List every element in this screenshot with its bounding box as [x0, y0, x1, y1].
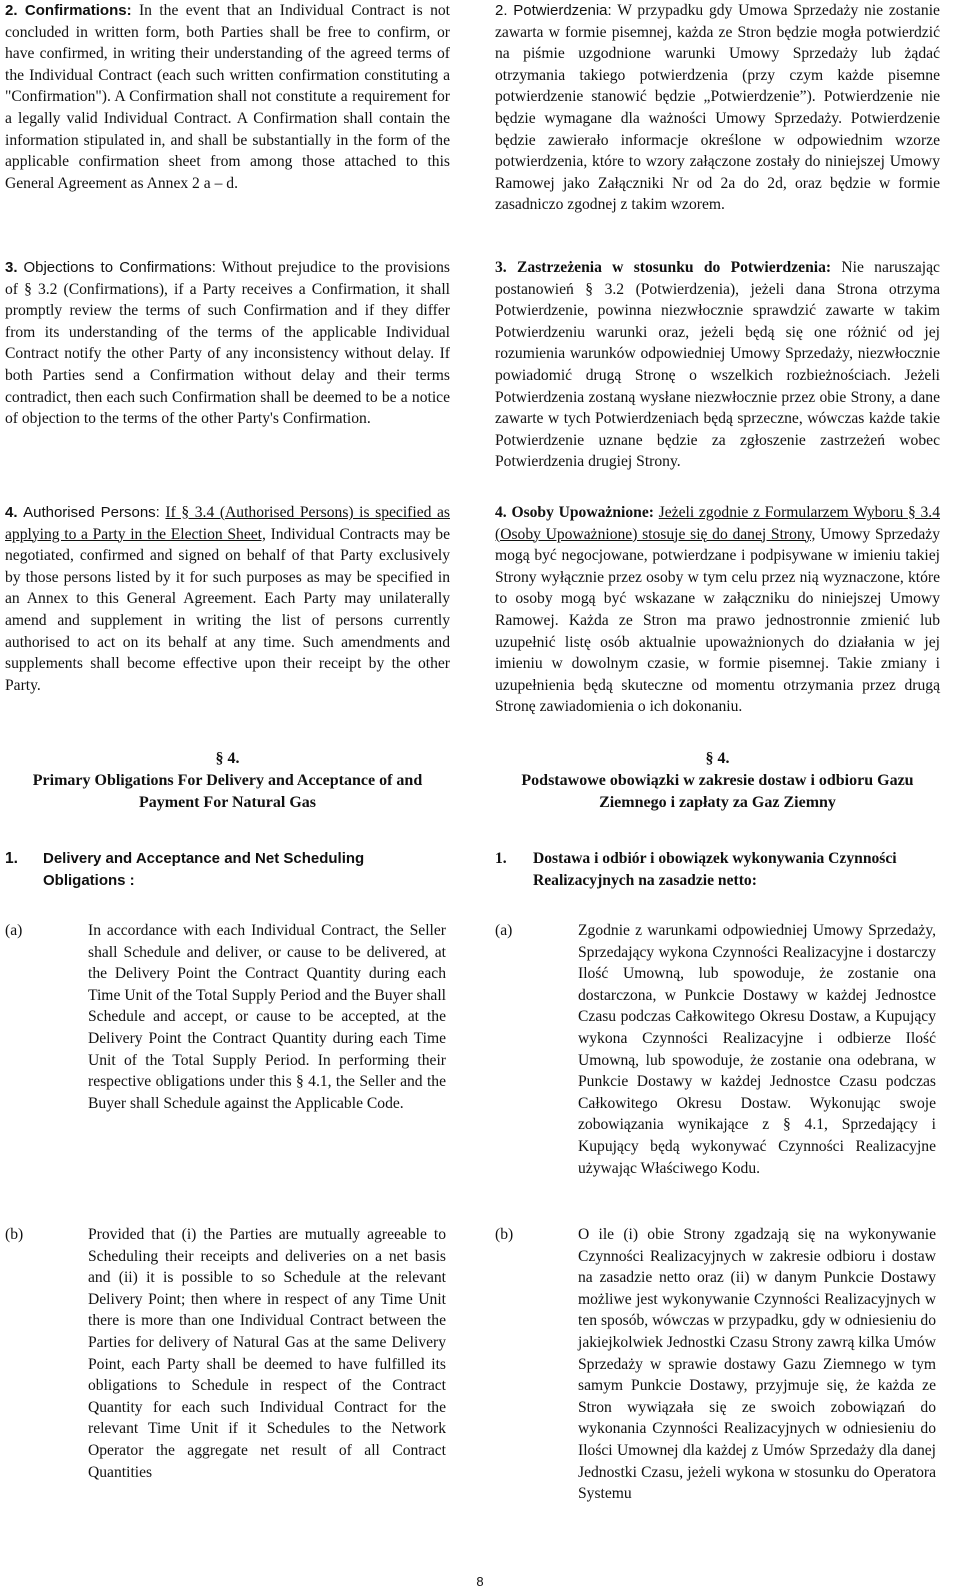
- clause-text: Nie naruszając postanowień § 3.2 (Potwierdzenia), jeżeli dana Strona otrzyma Potwierdzenie, powinna niezwłocznie sprawdzić zawarte w takim Potwierdzeniu warunki oraz, jeżeli będą się one różnić od jej rozumienia warunków odpowiedniej Umowy Sprzedaży, niezwłocznie powiadomić drugą Stronę o wszelkich rozbieżnościach. Jeżeli Potwierdzenia zostaną wysłane niezwłocznie przez obie Strony, a dane zawarte w tych Potwierdzeniach będą sprzeczne, wówczas każde takie Potwierdzenie uznane będzie za zgłoszenie zastrzeżeń wobec Potwierdzenia drugiej Strony.: [495, 259, 940, 471]
- clause-text: W przypadku gdy Umowa Sprzedaży nie zostanie zawarta w formie pisemnej, każda ze Stron będzie mogła potwierdzić na piśmie uzgodnione warunki Umowy Sprzedaży lub żądać otrzymania takiego potwierdzenia (przy czym każde pisemne potwierdzenie stanowić będzie „Potwierdzenie”). Potwierdzenie nie będzie wymagane dla ważności Umowy Sprzedaży. Potwierdzenie będzie zawierało informacje określone w odpowiednim wzorze potwierdzenia, które to wzory załączone zostały do niniejszej Umowy Ramowej jako Załączniki Nr od 2a do 2d, oraz będzie w formie zasadniczo zgodnej z takim wzorem.: [495, 2, 940, 214]
- clause-number: 3.: [495, 259, 507, 276]
- clause-number: 3.: [5, 259, 18, 276]
- clause-text: Without prejudice to the provisions of § 3.2 (Confirmations), if a Party receives a Confirmation, it shall promptly review the terms of such Confirmation and if they differ from its understanding of the terms of the applicable Individual Contract notify the other Party of any inconsistency without delay. If both Parties send a Confirmation without delay and their terms contradict, then each such Confirmation shall be deemed to be a notice of objection to the terms of the other Party's Confirmation.: [5, 259, 450, 428]
- clause-2-confirmations: [5, 0, 450, 194]
- item-text: Provided that (i) the Parties are mutually agreeable to Scheduling their receipts and deliveries on a net basis and (ii) it is possible to so Schedule at the relevant Delivery Point; then where in respect of any Time Unit there is more than one Individual Contract between the Parties for delivery of Natural Gas at the same Delivery Point, each Party shall be deemed to have fulfilled its obligations to Schedule in respect of the Contract Quantity for each such Individual Contract for the relevant Time Unit if it Schedules to the Network Operator the aggregate net result of all Contract Quantities: [88, 1226, 446, 1481]
- item-label: (a): [495, 922, 513, 939]
- clause-2-potwierdzenia: [495, 0, 940, 216]
- clause-number: 2.: [495, 2, 508, 19]
- item-label: (a): [5, 922, 23, 939]
- item-number: 1.: [5, 850, 19, 867]
- clause-3-zastrzezenia: [495, 257, 940, 473]
- clause-heading: Authorised Persons:: [23, 504, 160, 521]
- clause-number: 2.: [5, 2, 18, 19]
- item-label: (b): [495, 1226, 514, 1243]
- section-number: § 4.: [215, 750, 240, 767]
- clause-text: In the event that an Individual Contract is not concluded in written form, both Parties shall be free to confirm, or have confirmed, in writing their understanding of the agreed terms of the Individual Contract (each such written confirmation constituting a "Confirmation"). A Confirmation shall not constitute a requirement for a legally valid Individual Contract. A Confirmation shall contain the information stipulated in, and shall be substantially in the form of the applicable confirmation sheet from among those attached to this General Agreement as Annex 2 a – d.: [5, 2, 451, 192]
- item-text: O ile (i) obie Strony zgadzają się na wykonywanie Czynności Realizacyjnych w zakresie odbioru i dostaw na zasadzie netto oraz (ii) w danym Punkcie Dostawy możliwe jest wykonywanie Czynności Realizacyjnych w ten sposób, wówczas w przypadku, gdy w odniesieniu do jakiejkolwiek Jednostki Czasu Strony zawrą kilka Umów Sprzedaży w sprawie dostawy Gazu Ziemnego w tym samym Punkcie Dostawy, przyjmuje się, że każda ze Stron wywiązała się ze swoich zobowiązań do wykonania Czynności Realizacyjnych w odniesieniu do Ilości Umownej dla każdej z Umów Sprzedaży dla danej Jednostki Czasu, jeżeli wykona w stosunku do Operatora Systemu: [578, 1226, 936, 1503]
- clause-3-objections: [5, 257, 450, 430]
- clause-heading: Zastrzeżenia w stosunku do Potwierdzenia:: [517, 259, 832, 276]
- clause-heading: Confirmations:: [24, 2, 132, 19]
- clause-underlined-text: Jeżeli zgodnie z Formularzem Wyboru § 3.4 (Osoby Upoważnione) stosuje się do danej Strony,: [495, 504, 940, 543]
- page-number: 8: [476, 1574, 484, 1589]
- item-title: Delivery and Acceptance and Net Scheduling Obligations :: [43, 850, 365, 889]
- item-number: 1.: [495, 850, 507, 867]
- clause-heading: Potwierdzenia:: [513, 2, 612, 19]
- clause-number: 4.: [5, 504, 18, 521]
- clause-heading: Osoby Upoważnione:: [511, 504, 654, 521]
- clause-4-osoby-upowaznione: [495, 502, 940, 718]
- section-title: Podstawowe obowiązki w zakresie dostaw i odbioru Gazu Ziemnego i zapłaty za Gaz Ziemny: [521, 772, 914, 811]
- section-number: § 4.: [705, 750, 730, 767]
- section-title: Primary Obligations For Delivery and Acceptance of and Payment For Natural Gas: [32, 772, 423, 811]
- clause-underlined-text: If § 3.4 (Authorised Persons) is specified as applying to a Party in the Election Sheet,: [5, 504, 450, 543]
- item-text: Zgodnie z warunkami odpowiedniej Umowy Sprzedaży, Sprzedający wykona Czynności Realizacyjne i dostarczy Ilość Umowną, lub spowoduje, że zostanie ona dostarczona, w Punkcie Dostawy w każdej Jednostce Czasu podczas Całkowitego Okresu Dostaw, a Kupujący wykona Czynności Realizacyjne i odbierze Ilość Umowną, lub spowoduje, że zostanie ona odebrana, w Punkcie Dostawy w każdej Jednostce Czasu podczas Całkowitego Okresu Dostaw. Wykonując swoje zobowiązania wynikające z § 4.1, Sprzedający i Kupujący będą wykonywać Czynności Realizacyjne używając Właściwego Kodu.: [578, 922, 936, 1177]
- clause-4-authorised-persons: [5, 502, 450, 696]
- item-title: Dostawa i odbiór i obowiązek wykonywania Czynności Realizacyjnych na zasadzie netto:: [533, 850, 897, 889]
- item-label: (b): [5, 1226, 24, 1243]
- item-text: In accordance with each Individual Contract, the Seller shall Schedule and deliver, or cause to be delivered, at the Delivery Point the Contract Quantity during each Time Unit of the Total Supply Period and the Buyer shall Schedule and accept, or cause to be accepted, at the Delivery Point the Contract Quantity during each Time Unit of the Total Supply Period. In performing their respective obligations under this § 4.1, the Seller and the Buyer shall Schedule against the Applicable Code.: [88, 922, 446, 1112]
- clause-heading: Objections to Confirmations:: [23, 259, 216, 276]
- clause-number: 4.: [495, 504, 507, 521]
- clause-text: Individual Contracts may be negotiated, confirmed and signed on behalf of that Party exclusively by those persons listed by it for such purposes as may be specified in an Annex to this General Agreement. Each Party may unilaterally amend and supplement in writing the list of persons currently authorised to act on its behalf at any time. Such amendments and supplements shall become effective upon their receipt by the other Party.: [5, 525, 450, 694]
- section-4-heading: [5, 748, 450, 814]
- clause-text: Umowy Sprzedaży mogą być negocjowane, potwierdzane i podpisywane w imieniu takiej Strony wyłącznie przez osoby w tym celu przez nią wyznaczone, które to osoby mogą być wskazane w załączniku do niniejszej Umowy Ramowej. Każda ze Stron ma prawo jednostronnie zmienić lub uzupełnić listę osób aktualnie upoważnionych do działania w jej imieniu w dowolnym czasie, w formie pisemnej. Takie zmiany i uzupełnienia będą skuteczne od momentu otrzymania przez drugą Stronę zawiadomienia o ich dokonaniu.: [495, 525, 940, 716]
- section-4-heading: [495, 748, 940, 814]
